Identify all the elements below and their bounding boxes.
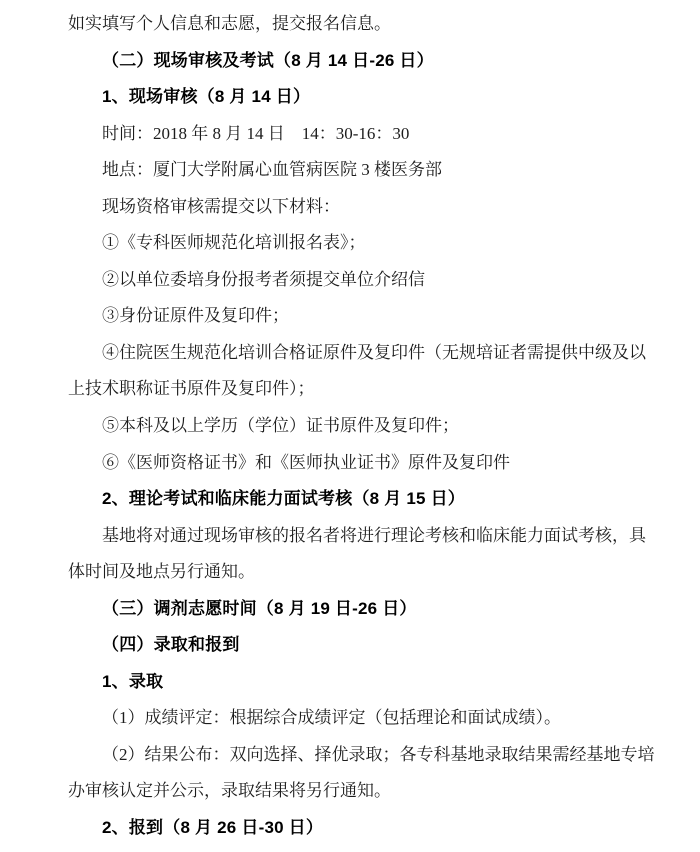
text-line: 现场资格审核需提交以下材料：	[102, 196, 340, 216]
heading-line: 1、现场审核（8 月 14 日）	[102, 87, 311, 107]
text-line: 如实填写个人信息和志愿，提交报名信息。	[68, 14, 391, 33]
text-line: 基地将对通过现场审核的报名者将进行理论考核和临床能力面试考核，具	[102, 525, 646, 545]
text-line: （1）成绩评定：根据综合成绩评定（包括理论和面试成绩）。	[102, 708, 561, 728]
text-line: 上技术职称证书原件及复印件）；	[68, 379, 315, 399]
text-line: ③身份证原件及复印件；	[102, 306, 289, 326]
text-line: ②以单位委培身份报考者须提交单位介绍信	[102, 269, 425, 289]
heading-line: 2、理论考试和临床能力面试考核（8 月 15 日）	[102, 489, 465, 509]
text-line: ①《专科医师规范化培训报名表》；	[102, 233, 366, 253]
document-text-block	[68, 6, 664, 847]
text-line: ⑥《医师资格证书》和《医师执业证书》原件及复印件	[102, 452, 510, 472]
text-line: （2）结果公布：双向选择、择优录取；各专科基地录取结果需经基地专培	[102, 744, 655, 764]
text-line: 地点：厦门大学附属心血管病医院 3 楼医务部	[102, 160, 442, 180]
text-line: ④住院医生规范化培训合格证原件及复印件（无规培证者需提供中级及以	[102, 342, 646, 362]
text-line: 办审核认定并公示，录取结果将另行通知。	[68, 781, 391, 801]
text-line: 体时间及地点另行通知。	[68, 562, 255, 582]
heading-line: （三）调剂志愿时间（8 月 19 日-26 日）	[102, 598, 417, 618]
heading-line: 1、录取	[102, 671, 164, 691]
text-line: ⑤本科及以上学历（学位）证书原件及复印件；	[102, 416, 459, 436]
heading-line: 2、报到（8 月 26 日-30 日）	[102, 818, 324, 838]
text-line: 时间：2018 年 8 月 14 日 14：30-16：30	[102, 123, 410, 143]
heading-line: （二）现场审核及考试（8 月 14 日-26 日）	[102, 50, 434, 70]
heading-line: （四）录取和报到	[102, 635, 240, 655]
